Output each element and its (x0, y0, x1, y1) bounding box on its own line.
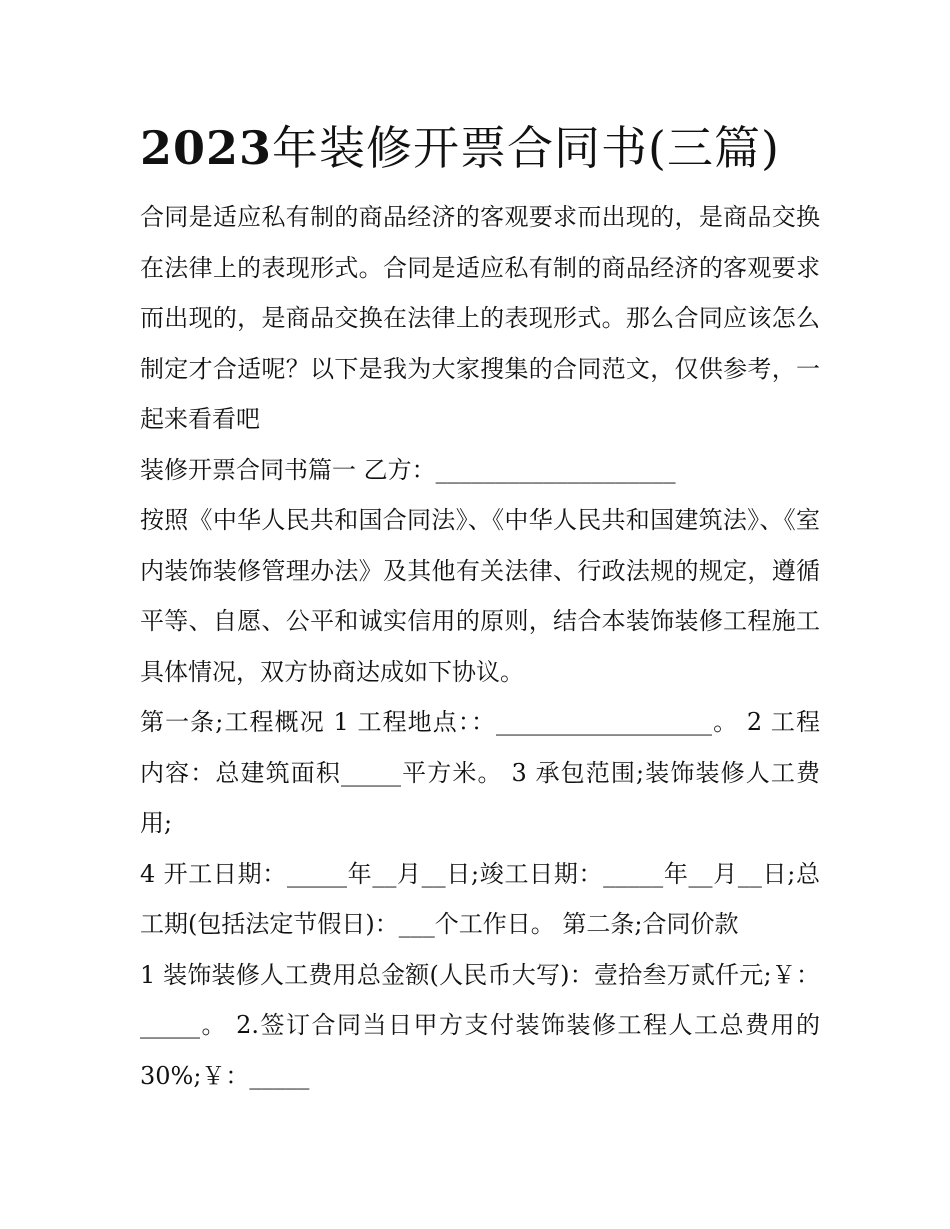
document-page (140, 118, 820, 1101)
legal-basis-paragraph: 按照《中华人民共和国合同法》、《中华人民共和国建筑法》、《室内装饰装修管理办法》及其他有关法律、行政法规的规定，遵循平等、自愿、公平和诚实信用的原则，结合本装饰装修工程施工具体情况，双方协商达成如下协议。 (140, 506, 820, 686)
price-paragraph: 1 装饰装修人工费用总金额(人民币大写)：壹拾叁万贰仟元;￥：_____。 2.签订合同当日甲方支付装饰装修工程人工总费用的 30%;￥：_____ (140, 960, 820, 1090)
title-year: 2023 (140, 121, 273, 175)
schedule-paragraph: 4 开工日期：_____年__月__日;竣工日期：_____年__月__日;总工期(包括法定节假日)：___个工作日。 第二条;合同价款 (140, 859, 820, 938)
section-heading-party-b: 装修开票合同书篇一 乙方：____________________ (140, 455, 676, 484)
title-text: 年装修开票合同书(三篇) (272, 121, 780, 175)
document-body (140, 192, 820, 1101)
intro-paragraph: 合同是适应私有制的商品经济的客观要求而出现的，是商品交换在法律上的表现形式。合同是适应私有制的商品经济的客观要求而出现的，是商品交换在法律上的表现形式。那么合同应该怎么制定才合适呢？以下是我为大家搜集的合同范文，仅供参考，一起来看看吧 (140, 203, 820, 433)
document-title (140, 118, 820, 178)
article-one-paragraph: 第一条;工程概况 1 工程地点：：__________________。 2 工程内容：总建筑面积_____平方米。 3 承包范围;装饰装修人工费用; (140, 708, 820, 837)
